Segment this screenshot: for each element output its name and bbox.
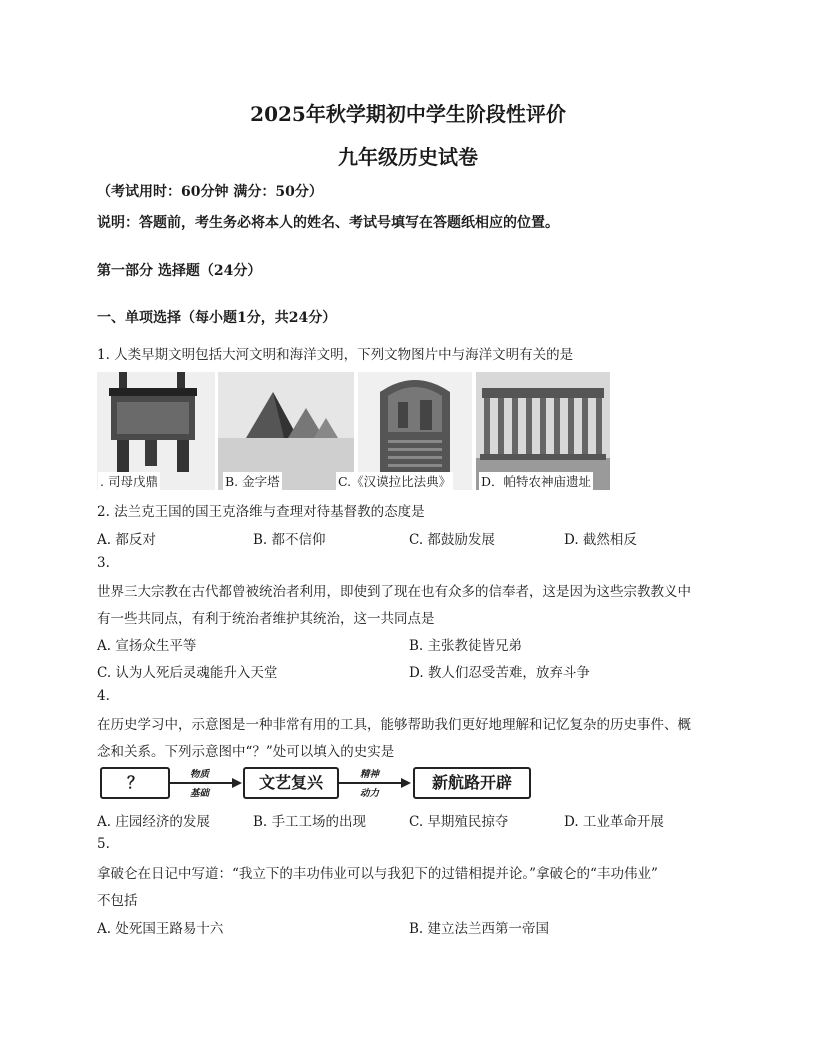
diagram-box-renaissance: 文艺复兴 xyxy=(243,767,339,799)
arrow-2-label-top: 精神 xyxy=(360,769,380,780)
diagram-box-new-routes: 新航路开辟 xyxy=(413,767,531,799)
question-3-stem-line2: 有一些共同点，有利于统治者维护其统治，这一共同点是 xyxy=(97,611,435,627)
question-2-option-b: B. 都不信仰 xyxy=(253,532,326,548)
question-4-number: 4. xyxy=(97,688,110,704)
question-3-stem-line1: 世界三大宗教在古代都曾被统治者利用，即使到了现在也有众多的信奉者，这是因为这些宗教教义中 xyxy=(97,584,691,600)
question-2-stem: 2. 法兰克王国的国王克洛维与查理对待基督教的态度是 xyxy=(97,504,425,520)
question-1-caption-a: . 司母戊鼎 xyxy=(100,474,158,489)
arrow-2-label-bottom: 动力 xyxy=(360,788,380,799)
question-2-option-a: A. 都反对 xyxy=(97,532,156,548)
question-4-option-c: C. 早期殖民掠夺 xyxy=(409,814,509,830)
question-2-option-d: D. 截然相反 xyxy=(564,532,637,548)
question-1-caption-b: B. 金字塔 xyxy=(225,474,280,489)
section-heading: 一、单项选择（每小题1分，共24分） xyxy=(97,310,337,326)
arrow-1-label-top: 物质 xyxy=(190,769,210,780)
part-heading: 第一部分 选择题（24分） xyxy=(97,263,262,279)
question-5-option-a: A. 处死国王路易十六 xyxy=(97,921,224,937)
exam-title: 2025年秋学期初中学生阶段性评价 xyxy=(250,102,566,126)
question-3-number: 3. xyxy=(97,555,110,571)
question-4-stem-line1: 在历史学习中，示意图是一种非常有用的工具，能够帮助我们更好地理解和记忆复杂的历史事件、概 xyxy=(97,717,691,733)
question-5-option-b: B. 建立法兰西第一帝国 xyxy=(409,921,550,937)
question-3-option-b: B. 主张教徒皆兄弟 xyxy=(409,638,523,654)
arrow-1-label-bottom: 基础 xyxy=(190,788,210,799)
question-4-stem-line2: 念和关系。下列示意图中“？”处可以填入的史实是 xyxy=(97,744,395,760)
question-3-option-c: C. 认为人死后灵魂能升入天堂 xyxy=(97,665,278,681)
question-3-option-a: A. 宣扬众生平等 xyxy=(97,638,197,654)
question-5-stem-line2: 不包括 xyxy=(97,893,138,909)
question-5-stem-line1: 拿破仑在日记中写道：“我立下的丰功伟业可以与我犯下的过错相提并论。”拿破仑的“丰功伟业” xyxy=(97,866,658,882)
diagram-box-unknown: ？ xyxy=(100,767,170,799)
exam-info: （考试用时：60分钟 满分：50分） xyxy=(97,184,323,200)
question-4-option-d: D. 工业革命开展 xyxy=(564,814,664,830)
question-3-option-d: D. 教人们忍受苦难，放弃斗争 xyxy=(409,665,590,681)
question-1-caption-c: C.《汉谟拉比法典》 xyxy=(338,474,452,489)
question-5-number: 5. xyxy=(97,836,110,852)
question-4-option-b: B. 手工工场的出现 xyxy=(253,814,367,830)
instruction-text: 说明：答题前，考生务必将本人的姓名、考试号填写在答题纸相应的位置。 xyxy=(97,215,559,231)
question-4-option-a: A. 庄园经济的发展 xyxy=(97,814,210,830)
question-1-stem: 1. 人类早期文明包括大河文明和海洋文明，下列文物图片中与海洋文明有关的是 xyxy=(97,347,574,363)
question-1-caption-d: D．帕特农神庙遗址 xyxy=(481,474,592,489)
exam-subtitle: 九年级历史试卷 xyxy=(338,145,478,169)
question-2-option-c: C. 都鼓励发展 xyxy=(409,532,495,548)
